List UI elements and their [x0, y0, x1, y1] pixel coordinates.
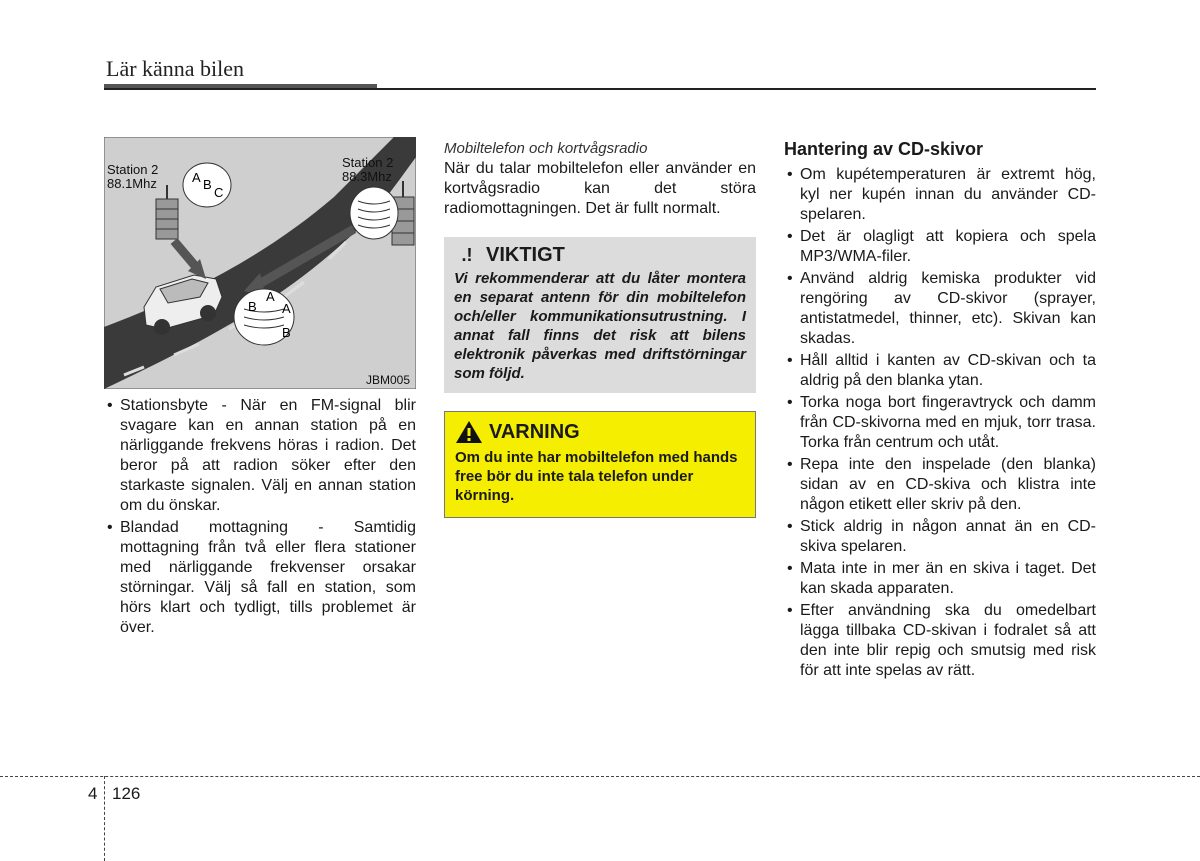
bubble-letter: A [266, 289, 275, 304]
notice-title: VIKTIGT [486, 244, 565, 266]
footer-rule [0, 776, 1200, 777]
station-left-frequency: 88.1Mhz [107, 176, 157, 191]
bubble-letter: B [282, 325, 291, 340]
bubble-letter: B [248, 299, 257, 314]
column-1 [104, 396, 416, 640]
station-right-name: Station 2 [342, 155, 394, 170]
illustration-svg [104, 137, 416, 389]
warning-title: VARNING [489, 421, 580, 443]
list-item: • Blandad mottagning - Samtidig mottagning från två eller flera stationer med närliggande frekvenser orsakar störningar. Välj så fall en station, som hörs klart och tydligt, tills problemet är över. [104, 518, 416, 638]
list-item: • Stick aldrig in någon annat än en CD-skiva spelaren. [784, 517, 1096, 557]
page-number: 126 [112, 784, 141, 803]
bubble-letter: A [192, 170, 201, 185]
radio-reception-illustration [104, 137, 416, 389]
list-item: • Mata inte in mer än en skiva i taget. Det kan skada apparaten. [784, 559, 1096, 599]
footer-divider [104, 776, 105, 861]
station-right-frequency: 88.3Mhz [342, 169, 392, 184]
bubble-letter: B [203, 177, 212, 192]
list-item: • Efter användning ska du omedelbart lägga tillbaka CD-skivan i fodralet så att den inte blir repig och smutsig med risk för att inte spelas av rätt. [784, 601, 1096, 681]
figure-code: JBM005 [366, 373, 411, 387]
notice-body: Vi rekommenderar att du låter montera en separat antenn för din mobiltelefon och/eller kommunikationsutrustning. I annat fall finns det risk att bilens elektronik påverkas med driftstörningar som följd. [454, 270, 746, 382]
reception-bullet-list [104, 396, 416, 638]
list-item: • Torka noga bort fingeravtryck och damm från CD-skivorna med en mjuk, torr trasa. Torka från centrum och utåt. [784, 393, 1096, 453]
list-item: • Om kupétemperaturen är extremt hög, kyl ner kupén innan du använder CD-spelaren. [784, 165, 1096, 225]
warning-triangle-icon [455, 420, 483, 444]
warning-box [444, 411, 756, 518]
list-item: • Repa inte den inspelade (den blanka) sidan av en CD-skiva och klistra inte någon etikett eller skriv på den. [784, 455, 1096, 515]
bubble-letter: C [214, 185, 224, 200]
station-left-name: Station 2 [107, 162, 159, 177]
list-item: • Håll alltid i kanten av CD-skivan och ta aldrig på den blanka ytan. [784, 351, 1096, 391]
mobile-radio-subheading: Mobiltelefon och kortvågsradio [444, 140, 648, 157]
mobile-radio-paragraph: När du talar mobiltelefon eller använder en kortvågsradio kan det störa radiomottagningen. Det är fullt normalt. [444, 160, 756, 217]
cd-section-title: Hantering av CD-skivor [784, 139, 984, 159]
cd-bullet-list [784, 165, 1096, 681]
column-2 [444, 139, 756, 518]
chapter-number: 4 [88, 784, 98, 803]
header-rule [104, 88, 1096, 90]
interference-bubble-tower [350, 187, 398, 239]
list-item: • Använd aldrig kemiska produkter vid rengöring av CD-skivor (sprayer, antistatmedel, thinner, etc). Skivan kan skadas. [784, 269, 1096, 349]
list-item: • Stationsbyte - När en FM-signal blir svagare kan en annan station på en närliggande frekvens höras i radion. Det beror på att radion söker efter den starkaste signalen. Välj en annan station om du önskar. [104, 396, 416, 516]
warning-body: Om du inte har mobiltelefon med hands free bör du inte tala telefon under körning. [455, 449, 738, 504]
notice-icon: .! [461, 245, 473, 265]
bubble-letter: A [282, 301, 291, 316]
notice-box [444, 237, 756, 393]
list-item: • Det är olagligt att kopiera och spela MP3/WMA-filer. [784, 227, 1096, 267]
page-section-title: Lär känna bilen [106, 56, 245, 81]
column-3 [784, 139, 1096, 683]
